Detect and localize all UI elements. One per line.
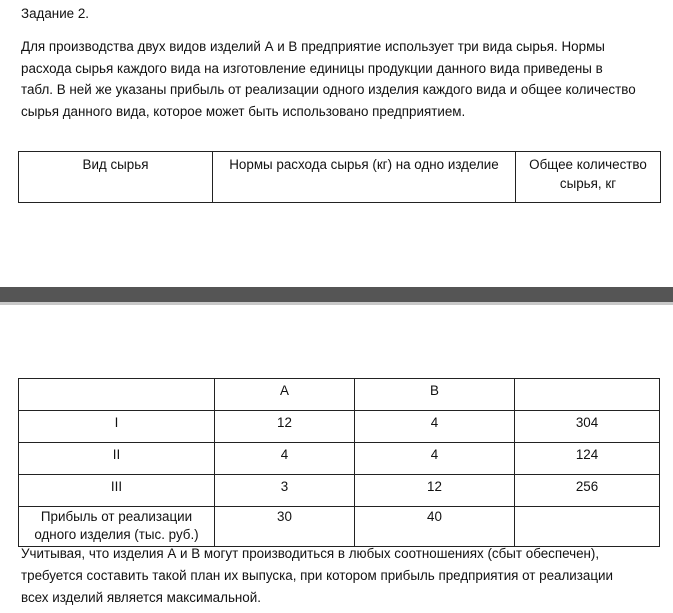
page-break-divider bbox=[0, 287, 673, 302]
table-header-row bbox=[19, 152, 661, 203]
description-line: расхода сырья каждого вида на изготовление единицы продукции данного вида приведены в bbox=[21, 60, 603, 76]
norm-b-cell: 4 bbox=[355, 411, 515, 443]
header-total-line: сырья, кг bbox=[559, 176, 617, 191]
task-description bbox=[21, 36, 661, 122]
description-line: Для производства двух видов изделий А и В предприятие использует три вида сырья. Нормы bbox=[21, 39, 605, 54]
table-header-section bbox=[18, 151, 661, 203]
description-line: табл. В ней же указаны прибыль от реализации одного изделия каждого вида и общее количество bbox=[21, 82, 636, 97]
norm-a-cell: 3 bbox=[215, 475, 355, 507]
task-title: Задание 2. bbox=[21, 6, 90, 21]
total-amount-cell: 124 bbox=[515, 443, 660, 475]
norm-b-cell: 12 bbox=[355, 475, 515, 507]
data-table bbox=[18, 378, 660, 547]
task-requirement bbox=[21, 543, 613, 609]
header-total-amount bbox=[516, 152, 661, 203]
total-amount-cell: 304 bbox=[515, 411, 660, 443]
requirement-line: Учитывая, что изделия А и В могут производиться в любых соотношениях (сбыт обеспечен), bbox=[21, 546, 600, 561]
header-total-line: Общее количество bbox=[529, 157, 647, 172]
page-break-shadow bbox=[0, 302, 673, 305]
profit-b-cell: 40 bbox=[355, 507, 515, 547]
profit-total-cell bbox=[515, 507, 660, 547]
requirement-line: всех изделий является максимальной. bbox=[21, 590, 261, 605]
table-row bbox=[19, 475, 660, 507]
profit-label-line: Прибыль от реализации bbox=[40, 509, 193, 524]
table-row bbox=[19, 443, 660, 475]
table-row bbox=[19, 411, 660, 443]
total-amount-cell: 256 bbox=[515, 475, 660, 507]
table-cell bbox=[515, 379, 660, 411]
profit-a-cell: 30 bbox=[215, 507, 355, 547]
norm-a-cell: 4 bbox=[215, 443, 355, 475]
column-header-b: В bbox=[355, 379, 515, 411]
requirement-line: требуется составить такой план их выпуска, при котором прибыль предприятия от реализации bbox=[21, 568, 613, 583]
raw-material-label: III bbox=[19, 475, 215, 507]
column-header-a: А bbox=[215, 379, 355, 411]
norm-b-cell: 4 bbox=[355, 443, 515, 475]
profit-label bbox=[19, 507, 215, 547]
profit-label-line: одного изделия (тыс. руб.) bbox=[34, 527, 199, 542]
raw-material-label: I bbox=[19, 411, 215, 443]
norm-a-cell: 12 bbox=[215, 411, 355, 443]
table-row bbox=[19, 379, 660, 411]
header-consumption-norms: Нормы расхода сырья (кг) на одно изделие bbox=[213, 152, 516, 203]
table-cell bbox=[19, 379, 215, 411]
raw-material-label: II bbox=[19, 443, 215, 475]
profit-row bbox=[19, 507, 660, 547]
description-line: сырья данного вида, которое может быть использовано предприятием. bbox=[21, 103, 466, 119]
header-raw-material-type: Вид сырья bbox=[19, 152, 213, 203]
